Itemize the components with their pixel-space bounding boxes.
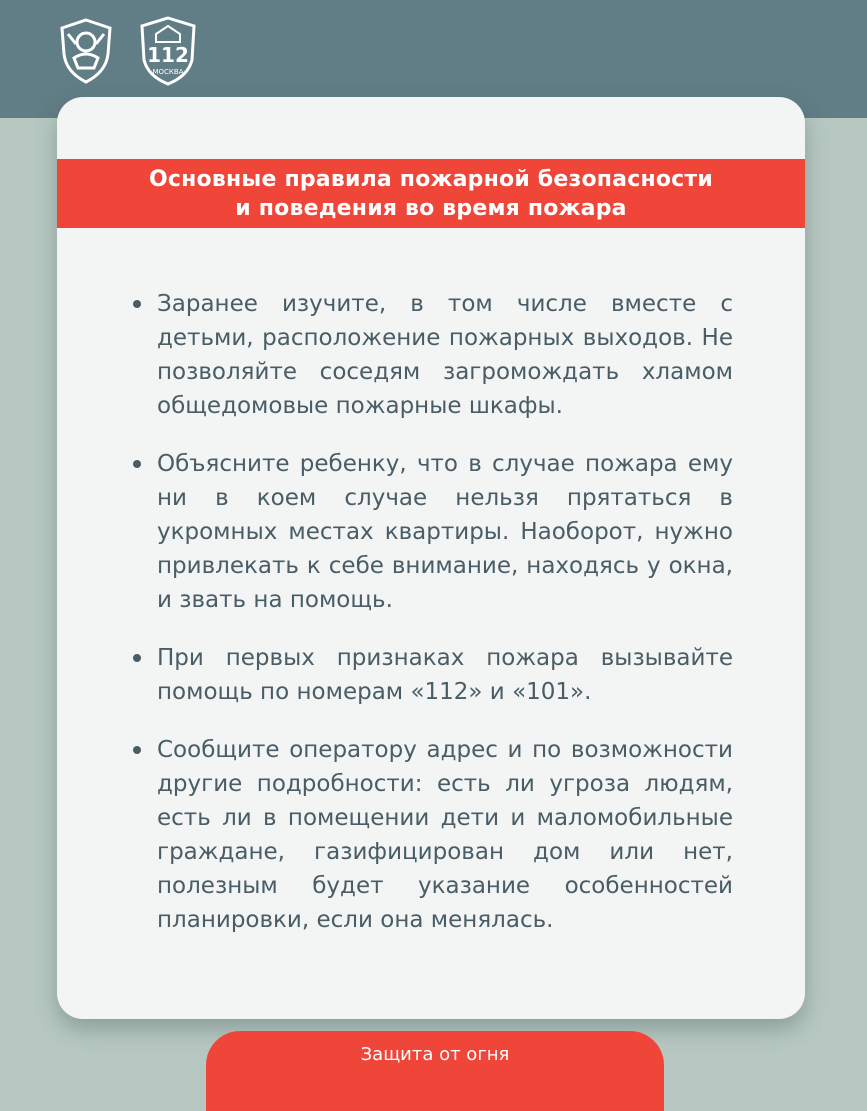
logo-caption: МОСКВА [152,68,184,76]
page-title-line-2: и поведения во время пожара [235,195,627,221]
bullet-icon [133,654,141,662]
rule-text: Объясните ребенку, что в случае пожара ему ни в коем случае нельзя прятаться в укромных местах квартиры. Наоборот, нужно привлекать к себе внимание, находясь у окна, и звать на помощь. [157,451,733,613]
bullet-icon [133,300,141,308]
rule-text: Сообщите оператору адрес и по возможности другие подробности: есть ли угроза людям, есть ли в помещении дети и маломобильные граждане, газифицирован дом или нет, полезным будет указание особенностей планировки, если она менялась. [157,737,733,933]
logo-group [54,14,200,86]
title-banner [57,159,805,228]
footer-label: Защита от огня [360,1044,510,1065]
content-card [57,97,805,1019]
bullet-icon [133,460,141,468]
page-title-line-1: Основные правила пожарной безопасности [149,166,713,192]
footer-tab [206,1031,664,1111]
coat-of-arms-icon [54,14,118,86]
rules-list [133,287,733,961]
list-item [133,287,733,423]
logo-112-number: 112 [147,43,189,67]
list-item [133,733,733,937]
rule-text: Заранее изучите, в том числе вместе с детьми, расположение пожарных выходов. Не позволяйте соседям загромождать хламом общедомовые пожарные шкафы. [157,291,733,419]
rule-text: При первых признаках пожара вызывайте помощь по номерам «112» и «101». [157,645,733,705]
list-item [133,641,733,709]
bullet-icon [133,746,141,754]
list-item [133,447,733,617]
emergency-112-icon [136,14,200,86]
